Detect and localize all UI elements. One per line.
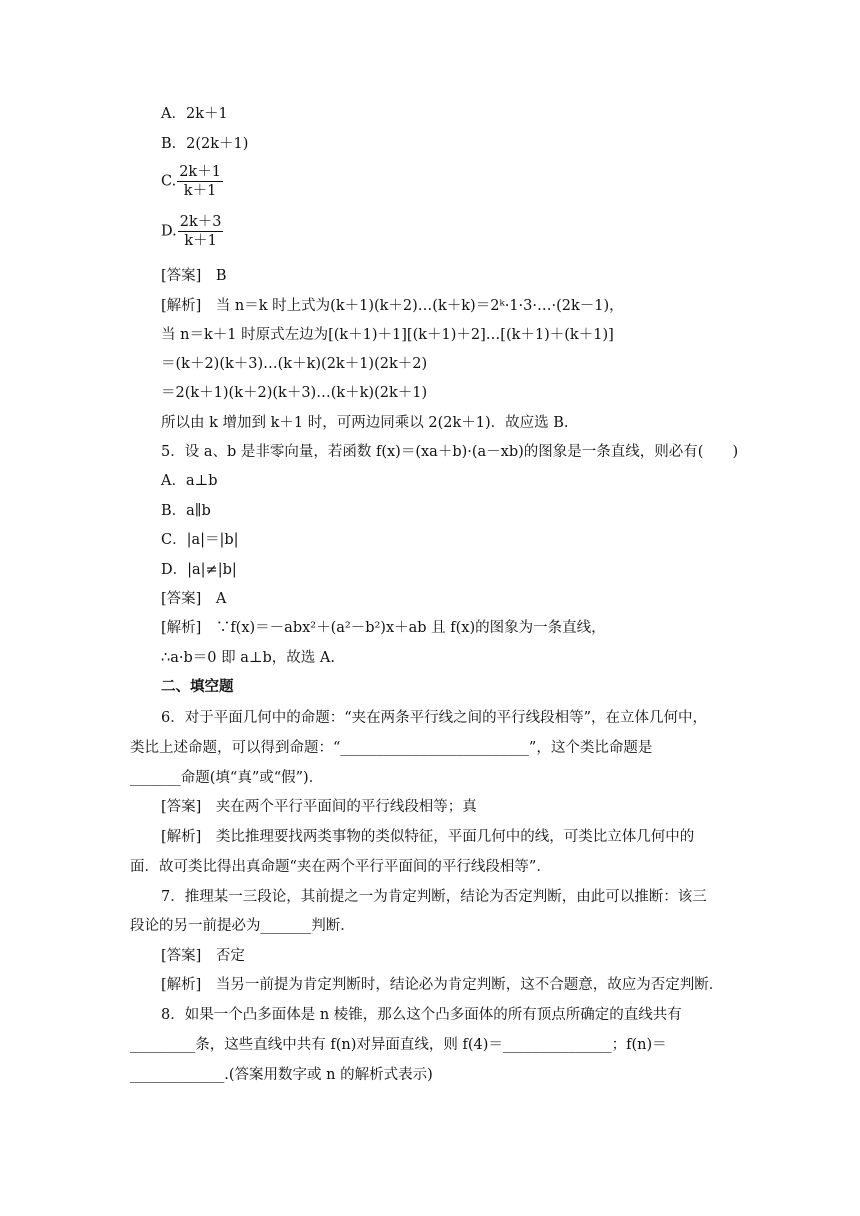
q5-answer: [答案] A (161, 591, 227, 607)
q4-analysis-line-1: [解析] 当 n＝k 时上式为(k＋1)(k＋2)…(k＋k)＝2ᵏ·1·3·…·(2k－1)， (161, 298, 624, 314)
q5-option-c: C．|a|＝|b| (161, 532, 239, 548)
q7-stem-line-2: 段论的另一前提必为_______判断． (130, 918, 355, 934)
q6-analysis-line-2: 面．故可类比得出真命题“夹在两个平行平面间的平行线段相等”． (130, 859, 551, 875)
fraction-denominator: k＋1 (183, 183, 217, 199)
q6-stem-line-1: 6．对于平面几何中的命题：“夹在两条平行线之间的平行线段相等”，在立体几何中， (161, 710, 708, 726)
section-title-fill-in: 二、填空题 (161, 678, 234, 695)
q4-option-c-prefix: C. (161, 173, 177, 190)
q6-answer: [答案] 夹在两个平行平面间的平行线段相等；真 (161, 799, 477, 815)
q4-analysis-line-5: 所以由 k 增加到 k＋1 时，可两边同乘以 2(2k＋1)．故应选 B. (161, 415, 569, 431)
q4-option-b: B．2(2k＋1) (161, 136, 249, 152)
q6-stem-line-2: 类比上述命题，可以得到命题：“__________________________”，这个类比命题是 (130, 740, 653, 756)
fraction-numerator: 2k＋1 (179, 164, 221, 180)
q6-analysis-line-1: [解析] 类比推理要找两类事物的类似特征，平面几何中的线，可类比立体几何中的 (161, 829, 695, 845)
q5-stem: 5．设 a、b 是非零向量，若函数 f(x)＝(xa＋b)·(a－xb)的图象是一条直线，则必有( ) (161, 444, 739, 460)
q8-stem-line-3: _____________.(答案用数字或 n 的解析式表示) (130, 1067, 433, 1083)
q8-stem-line-2: _________条，这些直线中共有 f(n)对异面直线，则 f(4)＝_______________；f(n)＝ (130, 1037, 667, 1053)
fraction-numerator: 2k＋3 (179, 214, 222, 230)
q4-option-d (161, 213, 223, 250)
q6-stem-line-3: _______命题(填“真”或“假”)． (130, 770, 324, 786)
q4-option-d-fraction (178, 213, 224, 250)
q7-analysis: [解析] 当另一前提为肯定判断时，结论必为肯定判断，这不合题意，故应为否定判断． (161, 977, 724, 993)
q4-option-c-fraction (177, 163, 223, 200)
q4-analysis-line-4: ＝2(k＋1)(k＋2)(k＋3)…(k＋k)(2k＋1) (161, 385, 428, 401)
q5-option-d: D．|a|≠|b| (161, 562, 237, 578)
q4-option-c (161, 163, 223, 200)
q4-analysis-line-3: ＝(k＋2)(k＋3)…(k＋k)(2k＋1)(2k＋2) (161, 356, 428, 372)
q5-analysis-line-1: [解析] ∵f(x)＝－abx²＋(a²－b²)x＋ab 且 f(x)的图象为一条直线， (161, 620, 606, 636)
q7-stem-line-1: 7．推理某一三段论，其前提之一为肯定判断，结论为否定判断，由此可以推断：该三 (161, 889, 707, 905)
q5-option-b: B．a∥b (161, 503, 211, 519)
q4-option-d-prefix: D. (161, 223, 177, 240)
q4-option-a: A．2k＋1 (161, 106, 228, 122)
fraction-denominator: k＋1 (184, 233, 217, 249)
q5-option-a: A．a⊥b (161, 473, 218, 489)
q4-analysis-line-2: 当 n＝k＋1 时原式左边为[(k＋1)＋1][(k＋1)＋2]…[(k＋1)＋(k＋1)] (161, 327, 614, 343)
q7-answer: [答案] 否定 (161, 948, 245, 964)
q4-answer: [答案] B (161, 268, 227, 284)
q8-stem-line-1: 8．如果一个凸多面体是 n 棱锥，那么这个凸多面体的所有顶点所确定的直线共有 (161, 1007, 682, 1023)
q5-analysis-line-2: ∴a·b＝0 即 a⊥b，故选 A. (161, 650, 335, 666)
